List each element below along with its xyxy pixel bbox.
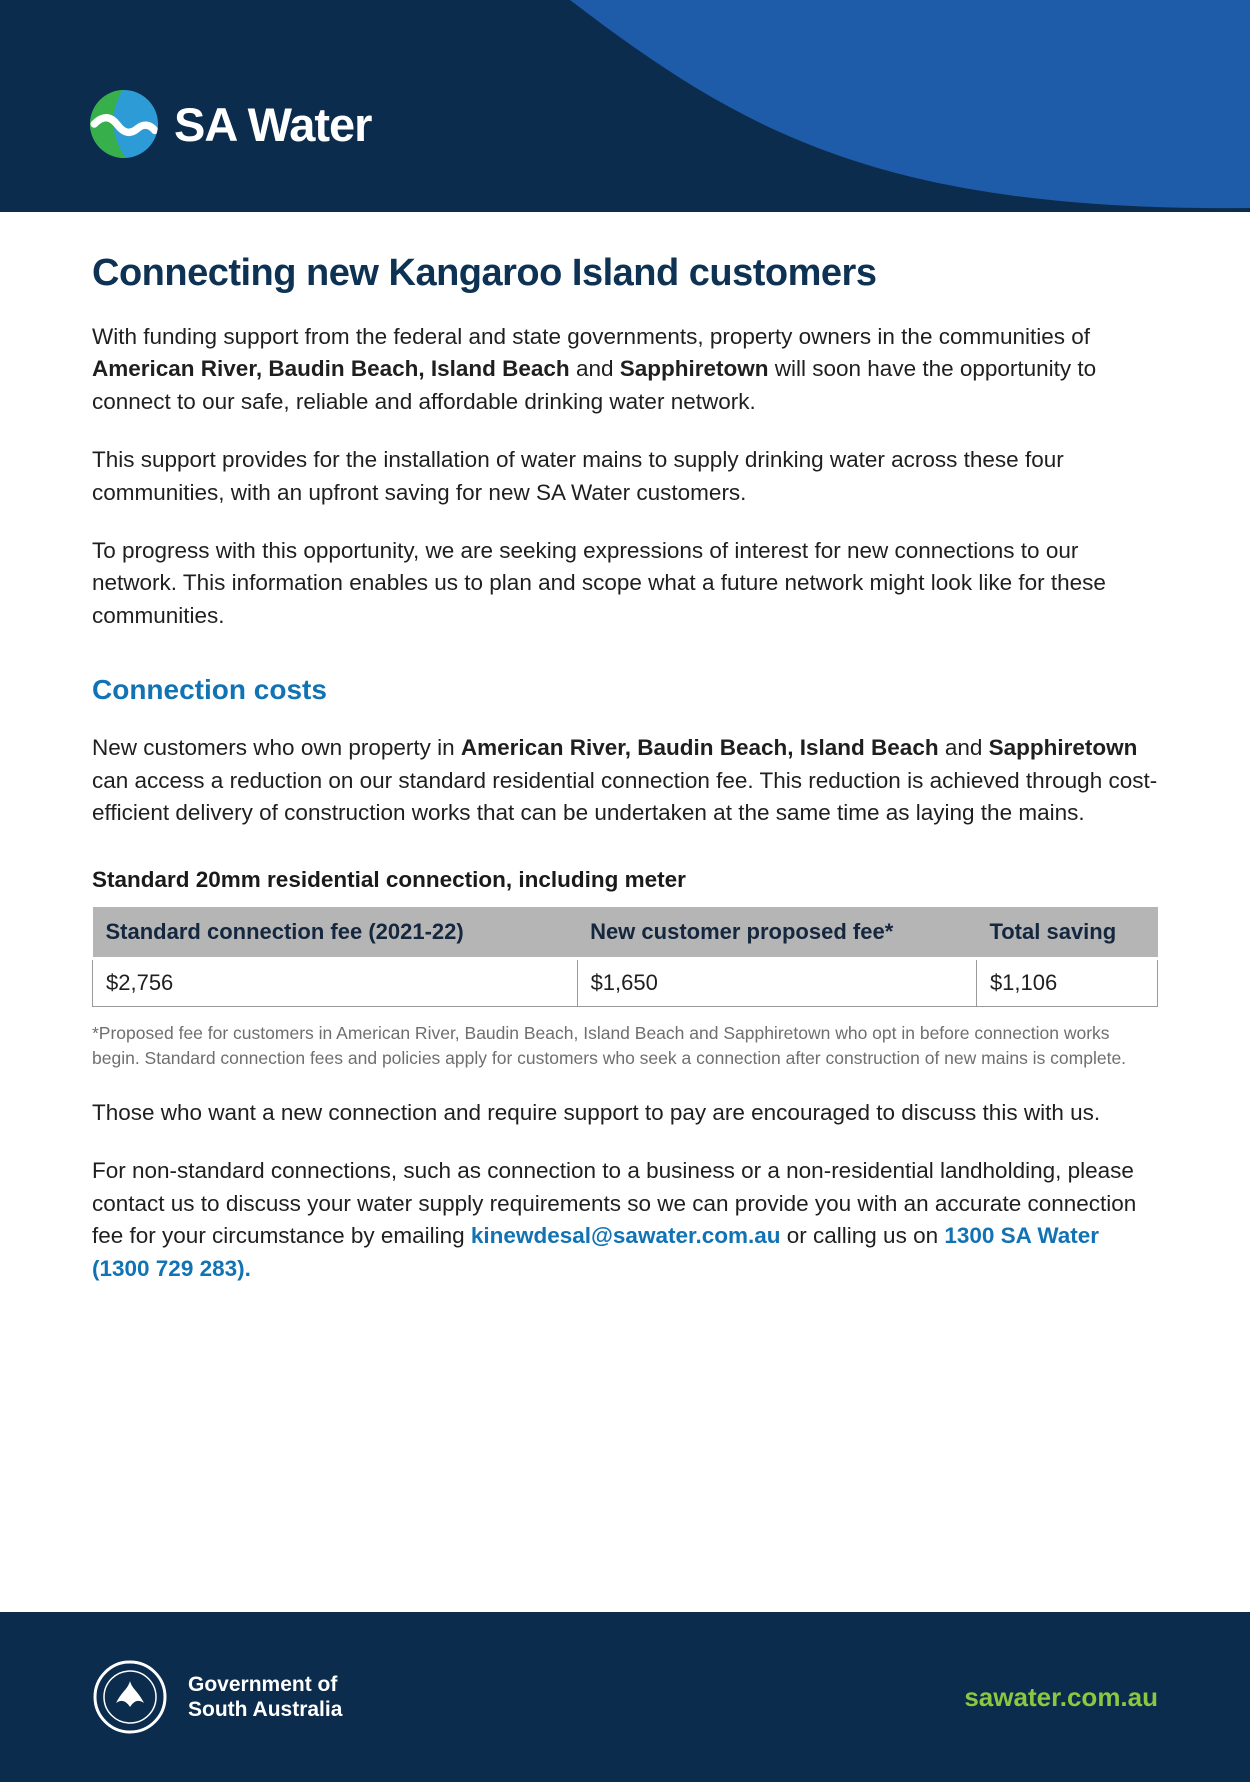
fee-table-header-row: [93, 907, 1158, 959]
fee-table-header-standard-fee: Standard connection fee (2021-22): [93, 907, 578, 959]
non-standard-connections-paragraph: For non-standard connections, such as connection to a business or a non-residential landholding, please contact us to discuss your water supply requirements so we can provide you with an accurate connection fee for your circumstance by emailing kinewdesal@sawater.com.au or calling us on 1300 SA Water (1300 729 283).: [92, 1158, 1137, 1281]
header-banner: [0, 0, 1250, 212]
email-link[interactable]: kinewdesal@sawater.com.au: [470, 1223, 781, 1249]
fee-table-header-proposed-fee: New customer proposed fee*: [577, 907, 976, 959]
footer-banner: [0, 1612, 1250, 1782]
fee-table-cell-standard-fee: $2,756: [93, 959, 578, 1007]
page-title: Connecting new Kangaroo Island customers: [92, 252, 877, 294]
fee-table-cell-proposed-fee: $1,650: [577, 959, 976, 1007]
sa-water-logo-icon: [90, 90, 158, 158]
sawater-website-link[interactable]: sawater.com.au: [964, 1681, 1158, 1712]
fee-table-cell-total-saving: $1,106: [976, 959, 1157, 1007]
brand-wordmark: SA Water: [174, 97, 372, 151]
phone-link[interactable]: 1300 SA Water (1300 729 283).: [92, 1223, 1100, 1281]
government-lockup: [92, 1659, 342, 1735]
government-text-line1: Government of: [188, 1672, 338, 1696]
fee-table-footnote: *Proposed fee for customers in American River, Baudin Beach, Island Beach and Sapphiretown who opt in before connection works begin. Standard connection fees and policies apply for customers who seek a connection after construction of new mains is complete.: [92, 1023, 1127, 1069]
fee-table: [92, 907, 1158, 1007]
main-content: [0, 212, 1250, 1612]
government-of-south-australia-crest-icon: [92, 1659, 168, 1735]
support-paragraph: Those who want a new connection and require support to pay are encouraged to discuss this with us.: [92, 1099, 1101, 1125]
brand-lockup: [90, 90, 371, 158]
section-heading-connection-costs: Connection costs: [92, 674, 327, 706]
fee-table-caption: Standard 20mm residential connection, including meter: [92, 867, 686, 893]
fee-table-header-total-saving: Total saving: [976, 907, 1157, 959]
fee-table-data-row: [93, 959, 1158, 1007]
government-text: [188, 1672, 342, 1722]
intro-paragraph-3: To progress with this opportunity, we are seeking expressions of interest for new connections to our network. This information enables us to plan and scope what a future network might look like for these communities.: [92, 537, 1106, 628]
connection-costs-paragraph-1: New customers who own property in American River, Baudin Beach, Island Beach and Sapphiretown can access a reduction on our standard residential connection fee. This reduction is achieved through cost-efficient delivery of construction works that can be undertaken at the same time as laying the mains.: [92, 735, 1158, 825]
intro-paragraph-2: This support provides for the installation of water mains to supply drinking water across these four communities, with an upfront saving for new SA Water customers.: [92, 447, 1064, 505]
intro-paragraph-1: With funding support from the federal and state governments, property owners in the communities of American River, Baudin Beach, Island Beach and Sapphiretown will soon have the opportunity to connect to our safe, reliable and affordable drinking water network.: [92, 324, 1097, 414]
government-text-line2: South Australia: [188, 1698, 343, 1721]
